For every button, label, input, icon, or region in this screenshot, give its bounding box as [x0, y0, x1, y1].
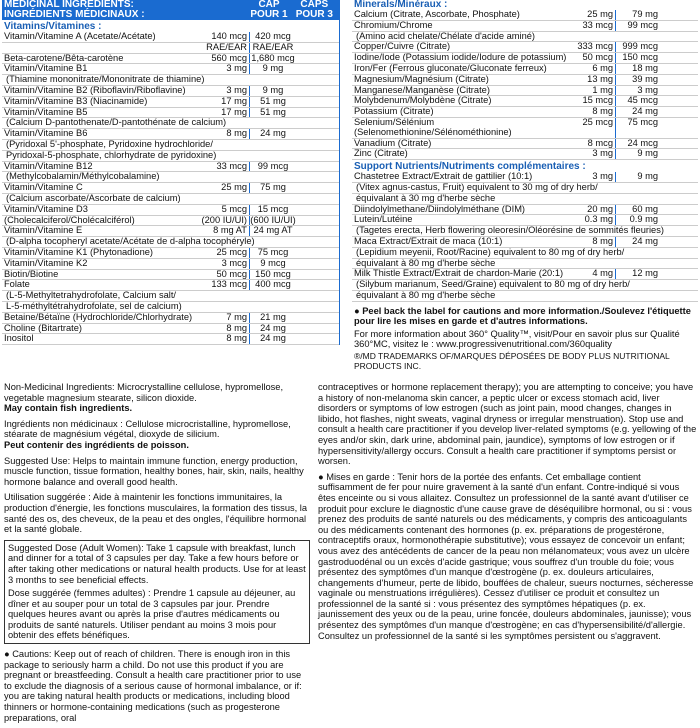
ingredient-name: Vitamin/Vitamine B1 — [4, 63, 88, 74]
ingredient-source-line: équivalant à 80 mg d'herbe sèche — [352, 291, 698, 302]
vitamins-heading: Vitamins/Vitamines : — [4, 21, 102, 32]
amount-per-cap: 13 mg — [587, 73, 613, 84]
amount-per-3-caps: 9 mg — [262, 63, 284, 74]
support-nutrients-heading: Support Nutrients/Nutriments complémentaires : — [354, 161, 586, 173]
amount-per-cap: 3 mcg — [221, 257, 247, 268]
suggested-dose-fr: Dose suggérée (femmes adultes) : Prendre 1 capsule au déjeuner, au dîner et au souper pour un total de 3 capsules par jour. Prendre quelques heures avant ou après la prise d'autres médicaments ou produits de santé naturels. Utiliser pendant au moins 3 mois pour obtenir des effets bénéfiques. — [8, 588, 296, 641]
amount-per-3-caps: 15 mcg — [257, 203, 289, 214]
suggested-dose: Suggested Dose (Adult Women): Take 1 capsule with breakfast, lunch and dinner for a total of 3 capsules per day. Take a few hours before or after taking other medications or natural health products. Use for at least 3 months to see beneficial effects. — [8, 542, 306, 585]
ingredient-name: Vitamin/Vitamine B6 — [4, 128, 88, 139]
ingredient-source-line: (Tagetes erecta, Herb flowering oleoresin/Oléorésine de sommités fleuries) — [352, 226, 698, 237]
amount-per-3-caps: 24 mg — [632, 235, 658, 246]
amount-per-3-caps: 24 mg AT — [253, 225, 293, 236]
ingredient-source-line: (Amino acid chelate/Chélate d'acide aminé) — [352, 32, 698, 43]
amount-per-cap: 560 mcg — [211, 52, 247, 63]
amount-per-3-caps: 21 mg — [260, 311, 286, 322]
ingredient-row — [352, 21, 698, 32]
ingredient-source-line: (Calcium ascorbate/Ascorbate de calcium) — [2, 194, 339, 205]
amount-per-cap: 8 mg — [226, 333, 247, 344]
ingredient-row — [2, 259, 339, 270]
amount-per-3-caps: 24 mg — [260, 333, 286, 344]
amount-per-cap: 140 mcg — [211, 31, 247, 41]
ingredient-source-line: (D-alpha tocopheryl acetate/Acétate de d-alpha tocophéryle) — [2, 237, 339, 248]
amount-per-cap: 3 mg — [226, 63, 247, 74]
amount-per-3-caps: 75 mcg — [257, 246, 289, 257]
nonmed-ingredients: Non-Medicinal Ingredients: Microcrystalline cellulose, hypromellose, vegetable magnesium stearate, silicon dioxide. — [4, 382, 284, 403]
ingredient-name: Vitamin/Vitamine K2 — [4, 257, 88, 268]
ingredient-name: Beta-carotene/Bêta-carotène — [4, 52, 124, 63]
amount-per-cap: 17 mg — [221, 106, 247, 117]
amount-per-cap: 8 mg — [226, 128, 247, 139]
amount-per-3-caps: 75 mg — [260, 182, 286, 193]
vitamin-list — [2, 32, 339, 345]
ingredient-row — [2, 43, 339, 54]
ingredient-name: Vitamin/Vitamine A (Acetate/Acétate) — [4, 31, 156, 41]
fish-warning: May contain fish ingredients. — [4, 403, 133, 414]
ingredient-source-line: (Silybum marianum, Seed/Graine) equivalent to 80 mg of dry herb/ — [352, 280, 698, 291]
ingredient-row — [352, 118, 698, 139]
ingredient-name: Vanadium (Citrate) — [354, 137, 432, 148]
ingredient-row — [2, 334, 339, 345]
amount-per-3-caps: 12 mg — [632, 268, 658, 279]
mises-en-garde: ● Mises en garde : Tenir hors de la portée des enfants. Cet emballage contient suffisamment de fer pour nuire gravement à la santé d'un enfant. Contre-indiqué si vous êtes enceinte ou si vous allaitez. Consultez un professionnel de la santé avant d'utiliser ce produit pour exclure le diagnostic d'une cause grave de déséquilibre hormonal, ou si : vous prenez des produits de santé naturels ou des médicaments, y compris des anticoagulants ou des médicaments contenant des hormones (p. ex. préparations de progestérone, contraceptifs oraux, hormonothérapie substitutive); vous essayez de concevoir un enfant; vous avez des antécédents de cancer de la peau non mélanomateux; vous avez un ulcère gastroduodénal ou un excès d'acide gastrique; vous souffrez d'un trouble du foie; vous présentez des symptômes d'un manque d'œstrogène (p. ex. douleurs articulaires, changements d'humeur, perte de libido, bouffées de chaleur, sueurs nocturnes, sécheresse vaginale ou menstruations irrégulières). Cessez d'utiliser ce produit et consultez un professionnel de la santé si : vous présentez des symptômes hépatiques (p. ex. jaunissement des yeux ou de la peau, urine foncée, douleurs abdominales, jaunisse); vous présentez des symptômes d'un manque d'œstrogène; en cas d'hypersensibilité/d'allergie. Consultez un professionnel de la santé si les symptômes persistent ou s'aggravent. — [318, 471, 694, 641]
ingredient-row — [352, 75, 698, 86]
amount-per-3-caps: 24 mg — [260, 322, 286, 333]
amount-per-cap: 33 mcg — [582, 19, 613, 30]
amount-per-cap: 8 mg — [592, 235, 613, 246]
ingredient-name: Manganese/Manganèse (Citrate) — [354, 84, 490, 95]
amount-per-cap: 15 mcg — [582, 95, 613, 106]
ingredient-source-line: (Lepidium meyenii, Root/Racine) equivalent to 80 mg of dry herb/ — [352, 248, 698, 259]
ingredient-source-line: (L-5-Methyltetrahydrofolate, Calcium salt/ — [2, 291, 339, 302]
amount-per-cap: 4 mg — [592, 268, 613, 279]
amount-per-cap: RAE/EAR — [206, 41, 247, 52]
dose-box — [4, 540, 310, 644]
amount-per-3-caps: 9 mg — [637, 148, 658, 159]
trademark-note: ®/MD TRADEMARKS OF/MARQUES DÉPOSÉES DE BODY PLUS NUTRITIONAL PRODUCTS INC. — [354, 350, 670, 371]
amount-per-cap: 0.3 mg — [584, 214, 613, 225]
ingredient-name: Lutein/Lutéine — [354, 214, 413, 225]
ingredient-row — [2, 97, 339, 108]
ingredient-name: Vitamin/Vitamine C — [4, 182, 83, 193]
ingredient-source-line: (Pyridoxal 5'-phosphate, Pyridoxine hydrochloride/ — [2, 140, 339, 151]
amount-per-cap: 25 mg — [221, 182, 247, 193]
ingredient-name: Folate — [4, 279, 30, 290]
ingredient-name: Potassium (Citrate) — [354, 106, 434, 117]
ingredient-row — [2, 205, 339, 216]
amount-per-3-caps: 24 mcg — [627, 137, 658, 148]
amount-per-3-caps: 0.9 mg — [629, 214, 658, 225]
ingredient-source-line: L-5-méthyltétrahydrofolate, sel de calcium) — [2, 302, 339, 313]
ingredient-name: Copper/Cuivre (Citrate) — [354, 41, 451, 52]
amount-per-3-caps: 9 mg — [262, 84, 284, 95]
ingredient-name: Zinc (Citrate) — [354, 148, 408, 159]
amount-per-3-caps: 999 mcg — [622, 41, 658, 52]
amount-per-3-caps: 99 mcg — [627, 19, 658, 30]
amount-per-cap: 6 mg — [592, 62, 613, 73]
right-text-column — [318, 382, 698, 646]
ingredient-source-line: équivalant à 30 mg d'herbe sèche — [352, 194, 698, 205]
ingredient-name: Diindolylmethane/Diindolylméthane (DIM) — [354, 203, 526, 214]
amount-per-cap: 50 mcg — [582, 52, 613, 63]
amount-per-cap: 1 mg — [592, 84, 613, 95]
amount-per-cap: 50 mcg — [216, 268, 247, 279]
ingredient-source-line: équivalant à 80 mg d'herbe sèche — [352, 259, 698, 270]
mineral-list — [352, 10, 698, 160]
amount-per-3-caps: 24 mg — [260, 128, 286, 139]
cautions-continued: contraceptives or hormone replacement therapy); you are attempting to conceive; you have a history of non-melanoma skin cancer, a peptic ulcer or excess stomach acid, liver disorders or symptoms of low estrogen (such as joint pain, mood changes, changes in libido, hot flashes, night sweats, vaginal dryness or irregular menstruation). Stop use and consult a health care practitioner if you develop liver-related symptoms (e.g. yellowing of the eyes and/or skin, dark urine, abdominal pain, jaundice), symptoms of low estrogen or if hypersensitivity/allergy occurs. Consult a health care practitioner if symptoms persist or worsen. — [318, 382, 697, 467]
amount-per-3-caps: 9 mcg — [260, 257, 286, 268]
medicinal-ingredients-panel — [2, 0, 340, 345]
amount-per-cap: 8 mg — [592, 106, 613, 117]
ingredient-name: Iron/Fer (Ferrous gluconate/Gluconate ferreux) — [354, 62, 547, 73]
ingredient-source-line: Pyridoxal-5-phosphate, chlorhydrate de pyridoxine) — [2, 151, 339, 162]
amount-per-3-caps: (600 IU/UI) — [250, 214, 296, 225]
ingredient-name: Calcium (Citrate, Ascorbate, Phosphate) — [354, 9, 520, 19]
fish-warning-fr: Peut contenir des ingrédients de poisson. — [4, 439, 189, 450]
amount-per-cap: 8 mcg — [587, 137, 613, 148]
ingredient-name: Choline (Bitartrate) — [4, 322, 83, 333]
ingredient-name: Iodine/Iode (Potassium iodide/Iodure de potassium) — [354, 52, 567, 63]
ingredient-name: Vitamin/Vitamine K1 (Phytonadione) — [4, 246, 154, 257]
minerals-heading: Minerals/Minéraux : — [354, 0, 448, 10]
amount-per-cap: 25 mcg — [216, 246, 247, 257]
amount-per-3-caps: RAE/EAR — [252, 41, 294, 52]
minerals-panel — [352, 0, 698, 371]
amount-per-3-caps: 400 mcg — [255, 279, 291, 290]
ingredient-row — [2, 324, 339, 335]
ingredient-name: Vitamin/Vitamine B5 — [4, 106, 88, 117]
ingredient-name: Biotin/Biotine — [4, 268, 59, 279]
amount-per-cap: 133 mcg — [211, 279, 247, 290]
ingredient-source-line: (Thiamine mononitrate/Mononitrate de thiamine) — [2, 75, 339, 86]
suggested-use-fr: Utilisation suggérée : Aide à maintenir les fonctions immunitaires, la production d'énergie, les fonctions musculaires, la formation des tissus, la santé des os, des cheveux, de la peau et des ongles, l'équilibre hormonal et la santé globale. — [4, 492, 308, 535]
ingredient-name: Vitamin/Vitamine B12 — [4, 160, 93, 171]
amount-per-3-caps: 150 mcg — [255, 268, 291, 279]
ingredient-source-line: (Calcium D-pantothenate/D-pantothénate de calcium) — [2, 118, 339, 129]
amount-per-3-caps: 79 mg — [632, 9, 658, 19]
amount-per-3-caps: 99 mcg — [257, 160, 289, 171]
medicinal-header: MEDICINAL INGREDIENTS: INGRÉDIENTS MÉDICINAUX : CAP POUR 1 CAP CAPS POUR 3 CAPS — [2, 0, 339, 20]
ingredient-name: Betaine/Bétaïne (Hydrochloride/Chlorhydrate) — [4, 311, 193, 322]
peel-note: ● Peel back the label for cautions and more information./Soulevez l'étiquette pour lire les mises en garde et d'autres informations. — [354, 305, 691, 326]
amount-per-3-caps: 51 mg — [260, 95, 286, 106]
amount-per-cap: 8 mg AT — [213, 225, 247, 236]
amount-per-cap: 333 mcg — [577, 41, 613, 52]
suggested-use: Suggested Use: Helps to maintain immune function, energy production, muscle function, tissue formation, healthy bones, hair, skin, nails, healthy hormone balance and overall good health. — [4, 455, 304, 487]
ingredient-name: (Cholecalciferol/Cholécalciférol) — [4, 214, 135, 225]
left-text-column — [4, 382, 310, 728]
amount-per-3-caps: 45 mcg — [627, 95, 658, 106]
amount-per-cap: 25 mcg — [582, 116, 613, 127]
ingredient-name: Chastetree Extract/Extrait de gattilier (10:1) — [354, 171, 533, 182]
amount-per-cap: 8 mg — [226, 322, 247, 333]
amount-per-3-caps: 75 mcg — [627, 116, 658, 127]
ingredient-row — [2, 313, 339, 324]
ingredient-name: Vitamin/Vitamine B2 (Riboflavin/Riboflavine) — [4, 84, 186, 95]
ingredient-name: Vitamin/Vitamine E — [4, 225, 83, 236]
amount-per-3-caps: 3 mg — [637, 84, 658, 95]
ingredient-name: Selenium/Sélénium (Selenomethionine/Sélénométhionine) — [354, 116, 512, 137]
cautions: ● Cautions: Keep out of reach of children. There is enough iron in this package to seriously harm a child. Do not use this product if you are pregnant or breastfeeding. Consult a health care practitioner prior to use to exclude the diagnosis of a serious cause of hormonal imbalance, or if: you are taking natural health products or medications, including blood thinners or hormone-containing medications (such as progesterone preparations, oral — [4, 649, 302, 723]
ingredient-source-line: (Methylcobalamin/Méthylcobalamine) — [2, 172, 339, 183]
amount-per-3-caps: 150 mcg — [622, 52, 658, 63]
amount-per-cap: (200 IU/UI) — [201, 214, 247, 225]
ingredient-row — [352, 149, 698, 160]
ingredient-name: Milk Thistle Extract/Extrait de chardon-Marie (20:1) — [354, 268, 564, 279]
amount-per-cap: 25 mg — [587, 9, 613, 19]
nonmed-ingredients-fr: Ingrédients non médicinaux : Cellulose microcristalline, hypromellose, stéarate de magnésium végétal, dioxyde de silicium. — [4, 418, 291, 440]
amount-per-3-caps: 18 mg — [632, 62, 658, 73]
amount-per-cap: 20 mg — [587, 203, 613, 214]
ingredient-source-line: (Vitex agnus-castus, Fruit) equivalent to 30 mg of dry herb/ — [352, 183, 698, 194]
support-nutrient-list — [352, 172, 698, 302]
amount-per-cap: 5 mcg — [221, 203, 247, 214]
amount-per-3-caps: 51 mg — [260, 106, 286, 117]
more-info: For more information about 360° Quality™, visit/Pour en savoir plus sur Qualité 360°MC, visitez le : www.progressivenutritional.com/360quality — [354, 328, 680, 349]
ingredient-name: Inositol — [4, 333, 34, 344]
amount-per-cap: 17 mg — [221, 95, 247, 106]
ingredient-name: Maca Extract/Extrait de maca (10:1) — [354, 235, 503, 246]
amount-per-cap: 3 mg — [592, 171, 613, 182]
amount-per-3-caps: 39 mg — [632, 73, 658, 84]
amount-per-cap: 33 mcg — [216, 160, 247, 171]
amount-per-3-caps: 1,680 mcg — [251, 52, 295, 63]
ingredient-name: Magnesium/Magnésium (Citrate) — [354, 73, 489, 84]
amount-per-3-caps: 9 mg — [637, 171, 658, 182]
amount-per-cap: 7 mg — [226, 311, 247, 322]
amount-per-3-caps: 420 mcg — [255, 31, 291, 41]
ingredient-name: Molybdenum/Molybdène (Citrate) — [354, 95, 492, 106]
ingredient-name: Vitamin/Vitamine B3 (Niacinamide) — [4, 95, 148, 106]
amount-per-3-caps: 60 mg — [632, 203, 658, 214]
amount-per-3-caps: 24 mg — [632, 106, 658, 117]
amount-per-cap: 3 mg — [226, 84, 247, 95]
amount-per-cap: 3 mg — [592, 148, 613, 159]
ingredient-name: Chromium/Chrome — [354, 19, 433, 30]
ingredient-name: Vitamin/Vitamine D3 — [4, 203, 88, 214]
